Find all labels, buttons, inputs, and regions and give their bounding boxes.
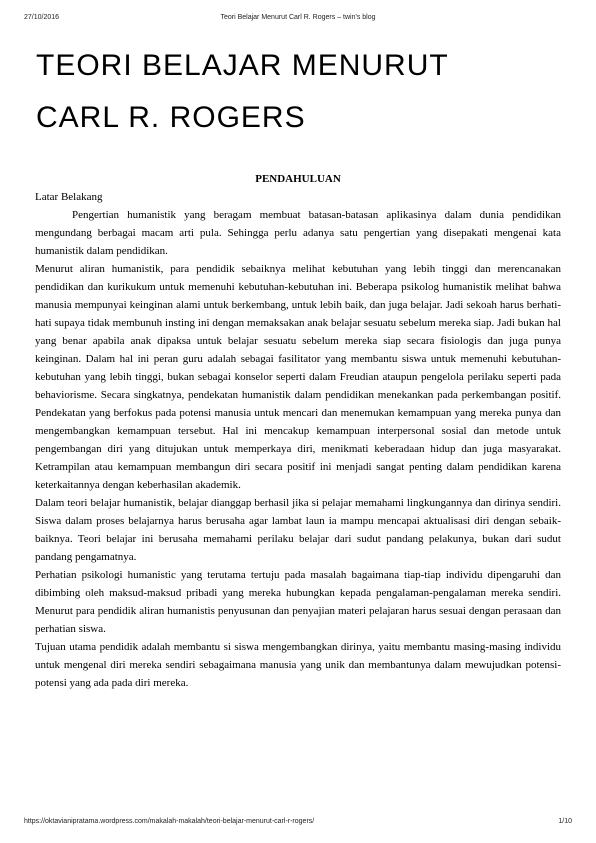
paragraph: Pengertian humanistik yang beragam membuat batasan-batasan aplikasinya dalam dunia pendidikan mengundang berbagai macam arti pula. Sehingga perlu adanya satu pengertian yang disepakati mengenai kata humanistik dalam pendidikan. — [35, 209, 561, 257]
page-number: 1/10 — [558, 818, 572, 825]
section-title: PENDAHULUAN — [255, 173, 341, 185]
print-date: 27/10/2016 — [24, 14, 60, 21]
article-body — [35, 170, 561, 692]
paragraph: Perhatian psikologi humanistic yang terutama tertuju pada masalah bagaimana tiap-tiap individu dipengaruhi dan dibimbing oleh maksud-maksud pribadi yang mereka hubungkan kepada pengalaman-pengalaman mereka sendiri. Menurut para pendidik aliran humanistis penyusunan dan penyajian materi pelajaran harus sesuai dengan perasaan dan perhatian siswa. — [35, 569, 561, 635]
article-title — [36, 40, 566, 144]
paragraph: Tujuan utama pendidik adalah membantu si siswa mengembangkan dirinya, yaitu membantu masing-masing individu untuk mengenal diri mereka sendiri sebagaimana manusia yang unik dan membantunya dalam mewujudkan potensi-potensi yang ada pada diri mereka. — [35, 641, 561, 689]
source-url[interactable]: https://oktavianipratama.wordpress.com/makalah-makalah/teori-belajar-menurut-carl-r-rogers/ — [24, 818, 315, 825]
paragraph: Dalam teori belajar humanistik, belajar dianggap berhasil jika si pelajar memahami lingkungannya dan dirinya sendiri. Siswa dalam proses belajarnya harus berusaha agar lambat laun ia mampu mencapai aktualisasi diri dengan sebaik-baiknya. Teori belajar ini berusaha memahami perilaku belajar dari sudut pandang pelakunya, bukan dari sudut pandang pengamatnya. — [35, 497, 561, 563]
print-page-title: Teori Belajar Menurut Carl R. Rogers – twin's blog — [220, 14, 376, 21]
article-title-line-2: CARL R. ROGERS — [36, 101, 306, 134]
paragraph: Menurut aliran humanistik, para pendidik sebaiknya melihat kebutuhan yang lebih tinggi dan merencanakan pendidikan dan kurikukum untuk memenuhi kebutuhan-kebutuhan ini. Beberapa psikolog humanistik melihat bahwa manusia mempunyai keinginan alami untuk berkembang, untuk lebih baik, dan juga belajar. Jadi sekoah harus berhati-hati supaya tidak membunuh insting ini dengan memaksakan anak belajar sesuatu sebelum mereka siap. Jadi bukan hal yang benar apabila anak dipaksa untuk belajar sesuatu sebelum mereka siap secara fisiologis dan juga punya keinginan. Dalam hal ini peran guru adalah sebagai fasilitator yang membantu siswa untuk memenuhi kebutuhan-kebutuhan yang lebih tinggi, bukan sebagai konselor seperti dalam Freudian ataupun pengelola perilaku seperti pada behaviorisme. Secara singkatnya, pendekatan humanistik dalam pendidikan menekankan pada perkembangan positif. Pendekatan yang berfokus pada potensi manusia untuk mencari dan menemukan kemampuan yang mereka punya dan mengembangkan kemampuan tersebut. Hal ini mencakup kemampuan interpersonal sosial dan metode untuk pengembangan diri yang ditujukan untuk memperkaya diri, menikmati keberadaan hidup dan juga masyarakat. Ketrampilan atau kemampuan membangun diri secara positif ini menjadi sangat penting dalam pendidikan karena keterkaitannya dengan keberhasilan akademik. — [35, 263, 561, 491]
article-title-line-1: TEORI BELAJAR MENURUT — [36, 49, 449, 82]
subsection-title: Latar Belakang — [35, 191, 103, 203]
